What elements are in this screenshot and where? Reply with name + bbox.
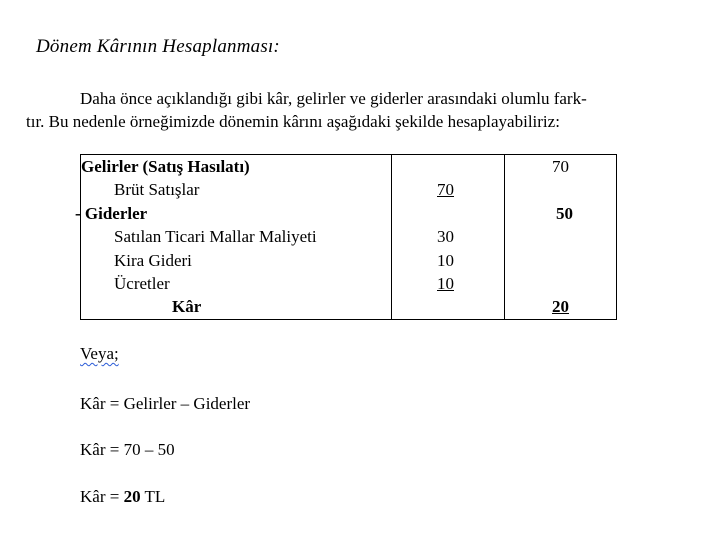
revenue-detail: [392, 155, 504, 178]
wages-label: Ücretler: [114, 273, 170, 293]
total-column: [505, 155, 617, 320]
rent-expense-value: 10: [437, 250, 454, 270]
profit-detail: [392, 295, 504, 318]
profit-calculation-table: [75, 154, 617, 320]
revenue-total: 70: [552, 157, 569, 176]
cost-of-goods-total: [505, 225, 616, 248]
profit-formula: Kâr = Gelirler – Giderler: [80, 394, 251, 413]
paragraph-line-1: Daha önce açıklandığı gibi kâr, gelirler ve giderler arasındaki olumlu fark-: [80, 89, 587, 108]
expenses-label: - Giderler: [75, 203, 148, 223]
profit-result-unit: TL: [140, 487, 166, 506]
profit-substitution: Kâr = 70 – 50: [80, 440, 175, 459]
paragraph-line-2: tır. Bu nedenle örneğimizde dönemin kârını aşağıdaki şekilde hesaplayabiliriz:: [26, 112, 560, 131]
profit-result: [80, 487, 165, 507]
expenses-detail: [392, 202, 504, 225]
gross-sales-total: [505, 178, 616, 201]
expenses-total: 50: [556, 203, 573, 223]
profit-result-prefix: Kâr =: [80, 487, 124, 506]
profit-label: Kâr: [172, 297, 202, 317]
label-column: [75, 155, 392, 320]
detail-column: [392, 155, 505, 320]
cost-of-goods-label: Satılan Ticari Mallar Maliyeti: [114, 227, 317, 247]
gross-sales-label: Brüt Satışlar: [114, 180, 200, 200]
revenue-label: Gelirler (Satış Hasılatı): [81, 157, 250, 176]
alternative-intro: Veya;: [80, 344, 119, 363]
cost-of-goods-value: 30: [437, 227, 454, 247]
section-heading: Dönem Kârının Hesaplanması:: [36, 36, 280, 57]
profit-result-value: 20: [123, 487, 141, 506]
gross-sales-value: 70: [437, 180, 454, 200]
wages-value: 10: [437, 273, 454, 293]
wages-total: [505, 272, 616, 295]
rent-expense-total: [505, 249, 616, 272]
profit-total: 20: [552, 297, 569, 317]
rent-expense-label: Kira Gideri: [114, 250, 192, 270]
